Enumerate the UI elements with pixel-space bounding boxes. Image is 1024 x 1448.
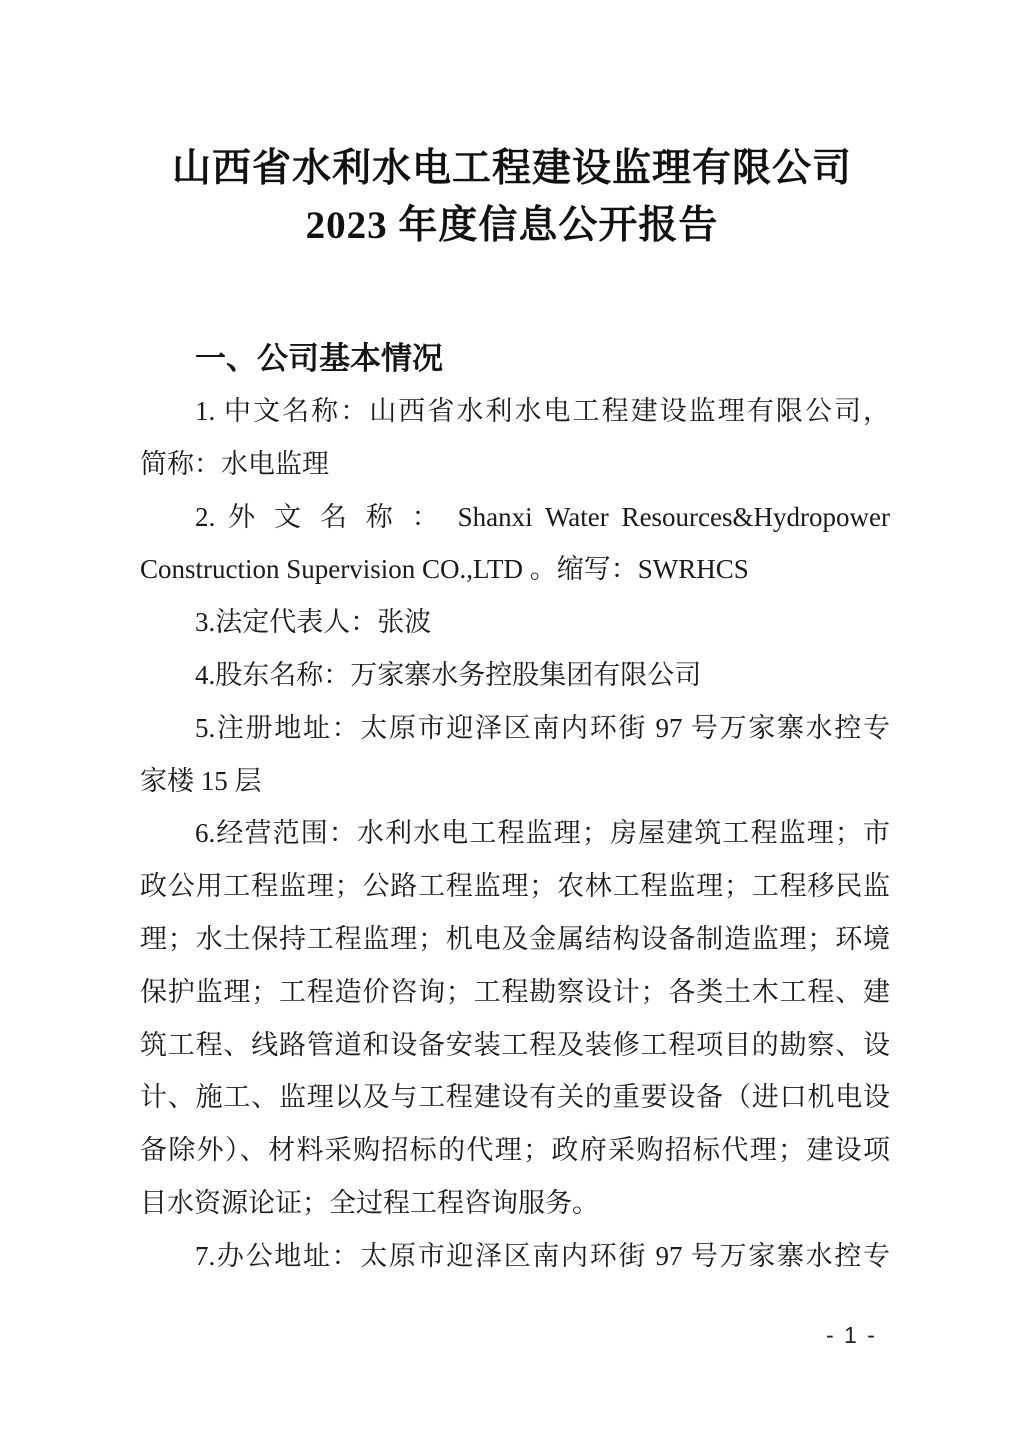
body-line: 5.注册地址：太原市迎泽区南内环街 97 号万家寨水控专 <box>195 712 890 743</box>
body-line: 政公用工程监理；公路工程监理；农林工程监理；工程移民监 <box>140 871 890 902</box>
document-title-line-1: 山西省水利水电工程建设监理有限公司 <box>171 147 852 190</box>
body-line: 4.股东名称：万家寨水务控股集团有限公司 <box>195 659 702 690</box>
body-line: 筑工程、线路管道和设备安装工程及装修工程项目的勘察、设 <box>140 1029 890 1060</box>
body-line: 备除外）、材料采购招标的代理；政府采购招标代理；建设项 <box>140 1135 890 1166</box>
body-line: 6.经营范围：水利水电工程监理；房屋建筑工程监理；市 <box>195 818 890 849</box>
document-body-lines <box>140 385 890 1283</box>
body-line: 简称：水电监理 <box>140 448 329 479</box>
section-heading: 一、公司基本情况 <box>195 341 443 376</box>
body-line: 家楼 15 层 <box>140 765 262 796</box>
body-line: 保护监理；工程造价咨询；工程勘察设计；各类土木工程、建 <box>140 976 890 1007</box>
body-line: 计、施工、监理以及与工程建设有关的重要设备（进口机电设 <box>140 1082 890 1113</box>
body-line: 3.法定代表人：张波 <box>195 607 432 638</box>
body-line: 目水资源论证；全过程工程咨询服务。 <box>140 1187 599 1218</box>
document-title <box>0 140 1024 254</box>
page-number: - 1 - <box>826 1322 877 1348</box>
body-line: Construction Supervision CO.,LTD 。缩写：SWRHCS <box>140 554 749 585</box>
body-line: 7.办公地址：太原市迎泽区南内环街 97 号万家寨水控专 <box>195 1240 890 1271</box>
body-line: 1. 中文名称：山西省水利水电工程建设监理有限公司， <box>195 396 890 426</box>
body-line: 2. 外 文 名 称 ： Shanxi Water Resources&Hydropower <box>195 501 890 532</box>
document-content <box>140 332 890 1283</box>
document-title-line-2: 2023 年度信息公开报告 <box>305 204 719 247</box>
body-line: 理；水土保持工程监理；机电及金属结构设备制造监理；环境 <box>140 923 890 954</box>
